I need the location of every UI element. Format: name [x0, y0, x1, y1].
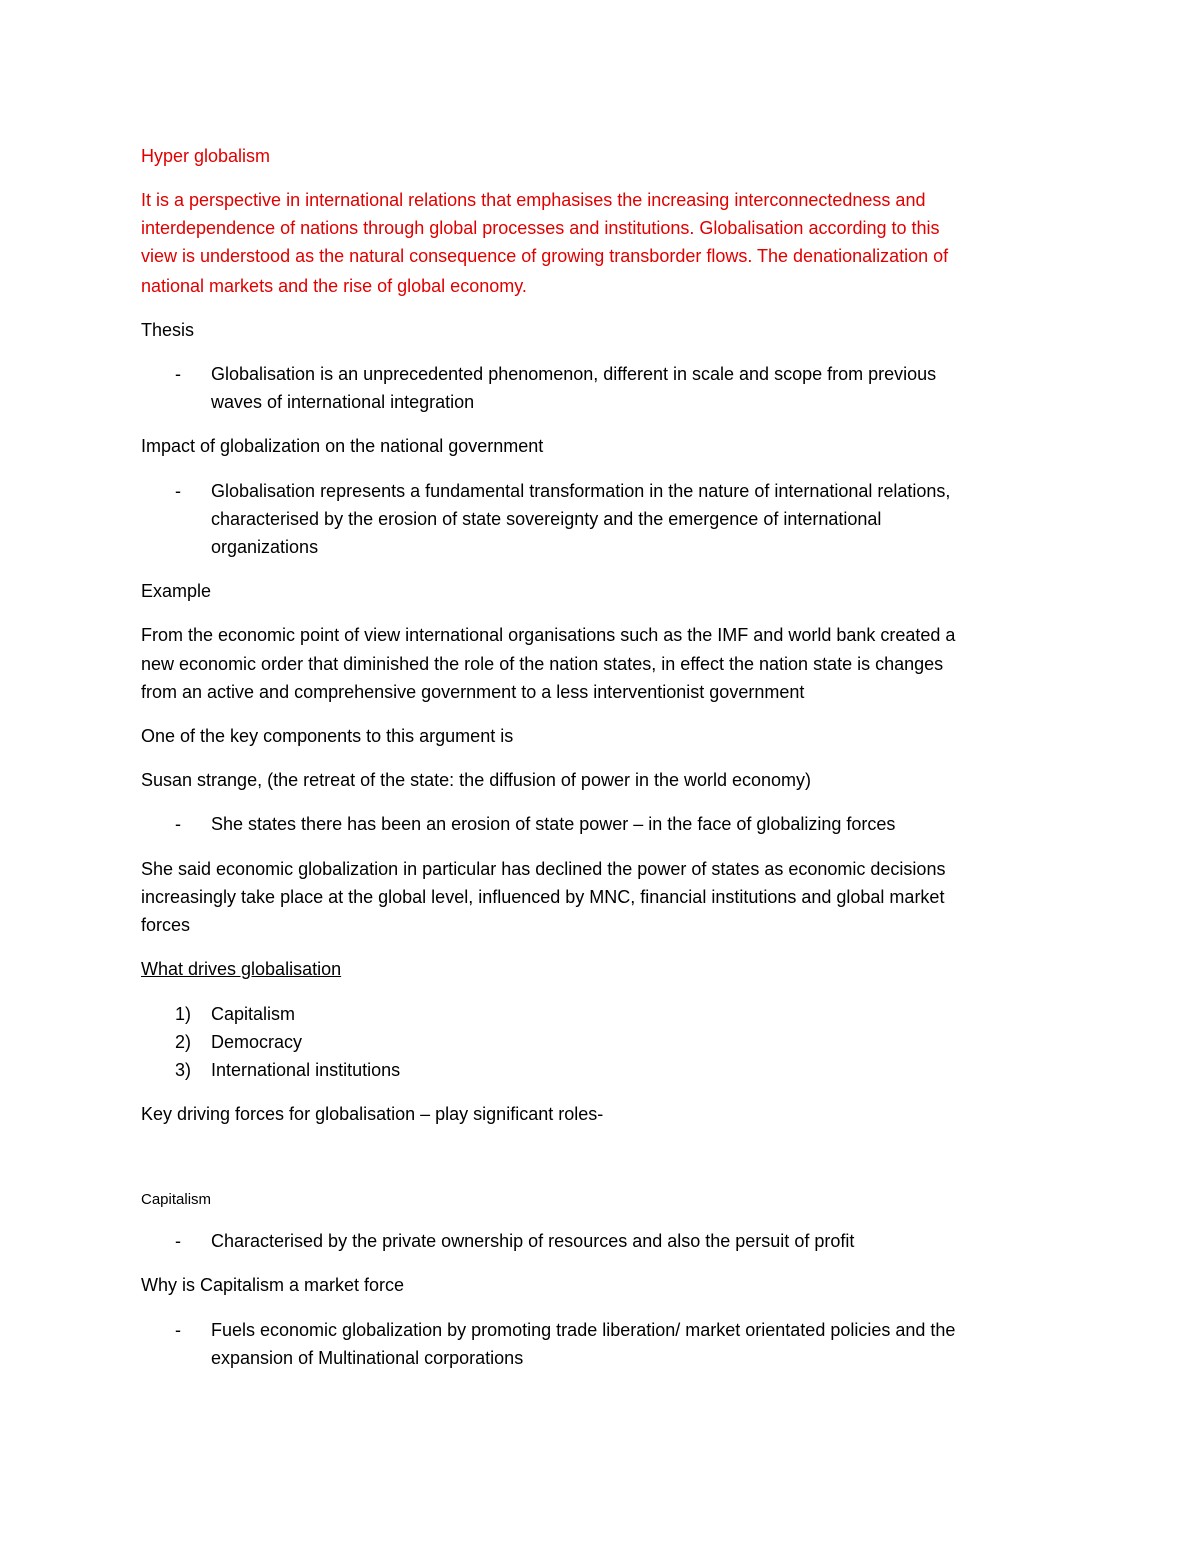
economic-text-line: forces [141, 915, 191, 935]
definition-line: view is understood as the natural consequence of growing transborder flows. The denationalization of [141, 246, 949, 266]
bullet-dash: - [175, 814, 181, 834]
bullet-dash: - [175, 1320, 181, 1340]
example-text-line: new economic order that diminished the role of the nation states, in effect the nation state is changes [141, 654, 944, 674]
susan-strange-text: Susan strange, (the retreat of the state: the diffusion of power in the world economy) [141, 770, 812, 790]
thesis-point-line: Globalisation is an unprecedented phenomenon, different in scale and scope from previous [211, 364, 937, 384]
definition-line: It is a perspective in international relations that emphasises the increasing interconnectedness and [141, 190, 926, 210]
example-heading: Example [141, 581, 212, 601]
key-forces-text: Key driving forces for globalisation – play significant roles- [141, 1104, 604, 1124]
key-components-text: One of the key components to this argument is [141, 726, 514, 746]
economic-text-line: increasingly take place at the global level, influenced by MNC, financial institutions and global market [141, 887, 945, 907]
driver-item: International institutions [211, 1060, 401, 1080]
example-text-line: from an active and comprehensive government to a less interventionist government [141, 682, 805, 702]
document-title: Hyper globalism [141, 146, 271, 166]
why-point-line: expansion of Multinational corporations [211, 1348, 524, 1368]
bullet-dash: - [175, 481, 181, 501]
driver-item: Capitalism [211, 1004, 296, 1024]
economic-text-line: She said economic globalization in particular has declined the power of states as economic decisions [141, 859, 946, 879]
list-number: 3) [175, 1060, 192, 1080]
why-point-line: Fuels economic globalization by promoting trade liberation/ market orientated policies and the [211, 1320, 956, 1340]
capitalism-point: Characterised by the private ownership of resources and also the persuit of profit [211, 1231, 855, 1251]
impact-point-line: characterised by the erosion of state sovereignty and the emergence of international [211, 509, 882, 529]
susan-point: She states there has been an erosion of state power – in the face of globalizing forces [211, 814, 896, 834]
impact-point-line: organizations [211, 537, 319, 557]
capitalism-heading: Capitalism [141, 1191, 212, 1208]
list-number: 1) [175, 1004, 192, 1024]
impact-heading: Impact of globalization on the national government [141, 436, 544, 456]
drives-heading: What drives globalisation [141, 959, 342, 979]
driver-item: Democracy [211, 1032, 303, 1052]
bullet-dash: - [175, 1231, 181, 1251]
list-number: 2) [175, 1032, 192, 1052]
definition-line: national markets and the rise of global economy. [141, 276, 527, 296]
thesis-heading: Thesis [141, 320, 195, 340]
example-text-line: From the economic point of view international organisations such as the IMF and world bank created a [141, 625, 956, 645]
definition-line: interdependence of nations through global processes and institutions. Globalisation according to this [141, 218, 940, 238]
impact-point-line: Globalisation represents a fundamental transformation in the nature of international relations, [211, 481, 951, 501]
why-capitalism-heading: Why is Capitalism a market force [141, 1275, 405, 1295]
bullet-dash: - [175, 364, 181, 384]
thesis-point-line: waves of international integration [211, 392, 475, 412]
